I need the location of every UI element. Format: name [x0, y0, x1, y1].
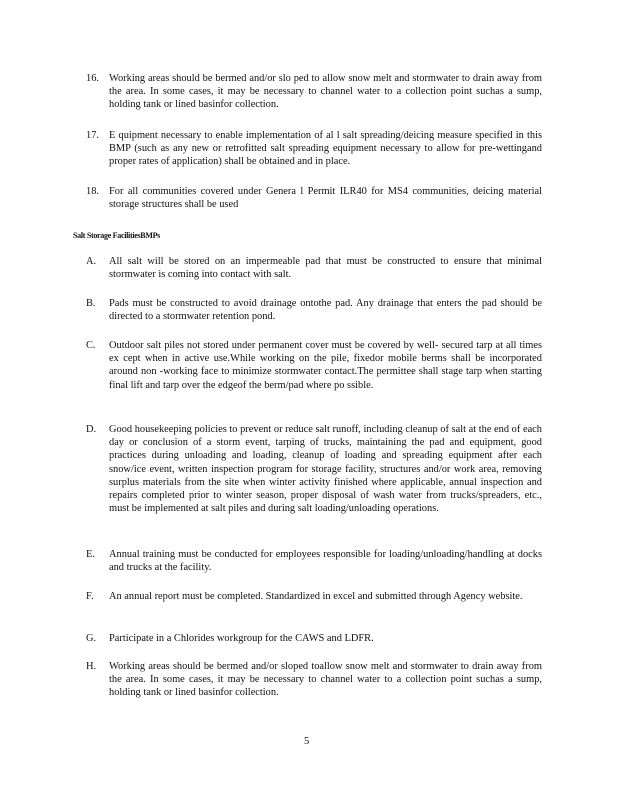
item-letter: C. [86, 340, 96, 351]
item-letter: B. [86, 298, 96, 309]
list-item-e [86, 548, 542, 574]
page-number: 5 [304, 736, 310, 747]
item-text: Annual training must be conducted for employees responsible for loading/unloading/handling at docks and trucks at the facility. [109, 549, 542, 574]
item-text: Outdoor salt piles not stored under permanent cover must be covered by well- secured tarp at all times ex cept when in active use.While working on the pile, fixedor mobile berms shall be incorporated around non -working face to minimize stormwater contact.The permittee shall stage tarp when starting final lift and tarp over the edgeof the berm/pad where po ssible. [109, 340, 542, 391]
list-item-h [86, 660, 542, 700]
item-number: 16. [86, 73, 99, 84]
item-text: For all communities covered under Genera l Permit ILR40 for MS4 communities, deicing material storage structures shall be used [109, 186, 542, 211]
list-item-g [86, 632, 542, 645]
list-item-17 [86, 129, 542, 169]
item-letter: A. [86, 256, 97, 267]
item-number: 17. [86, 130, 99, 141]
item-text: E quipment necessary to enable implementation of al l salt spreading/deicing measure specified in this BMP (such as any new or retrofitted salt spreading equipment necessary to allow for pre-wettingand proper rates of application) shall be obtained and in place. [109, 130, 542, 168]
item-text: All salt will be stored on an impermeable pad that must be constructed to ensure that minimal stormwater is coming into contact with salt. [109, 256, 542, 281]
item-text: Pads must be constructed to avoid drainage ontothe pad. Any drainage that enters the pad should be directed to a stormwater retention pond. [109, 298, 542, 323]
item-letter: F. [86, 591, 94, 602]
section-heading: Salt Storage FacilitiesBMPs [73, 231, 160, 240]
item-text: Participate in a Chlorides workgroup for the CAWS and LDFR. [109, 633, 374, 644]
list-item-b [86, 297, 542, 323]
list-item-d [86, 423, 542, 515]
item-letter: E. [86, 549, 95, 560]
item-letter: H. [86, 661, 97, 672]
list-item-16 [86, 72, 542, 112]
item-letter: G. [86, 633, 97, 644]
item-letter: D. [86, 424, 97, 435]
item-text: Good housekeeping policies to prevent or reduce salt runoff, including cleanup of salt at the end of each day or conclusion of a storm event, tarping of trucks, maintaining the pad and equipment, good practices during unloading and loading, cleanup of loading and spreading equipment after each snow/ice event, written inspection program for storage facility, structures and/or work area, removing surplus materials from the site when winter activity finished where applicable, annual inspection and repairs completed prior to winter season, proper disposal of wash water from trucks/spreaders, etc., must be implemented at salt piles and during salt loading/unloading operations. [109, 424, 542, 515]
list-item-a [86, 255, 542, 281]
list-item-18 [86, 185, 542, 211]
item-text: An annual report must be completed. Standardized in excel and submitted through Agency website. [109, 591, 523, 602]
list-item-c [86, 339, 542, 392]
item-text: Working areas should be bermed and/or slo ped to allow snow melt and stormwater to drain away from the area. In some cases, it may be necessary to channel water to a collection point suchas a sump, holding tank or lined basinfor collection. [109, 73, 542, 111]
item-text: Working areas should be bermed and/or sloped toallow snow melt and stormwater to drain away from the area. In some cases, it may be necessary to channel water to a collection point suchas a sump, holding tank or lined basinfor collection. [109, 661, 542, 699]
list-item-f [86, 590, 542, 603]
item-number: 18. [86, 186, 99, 197]
